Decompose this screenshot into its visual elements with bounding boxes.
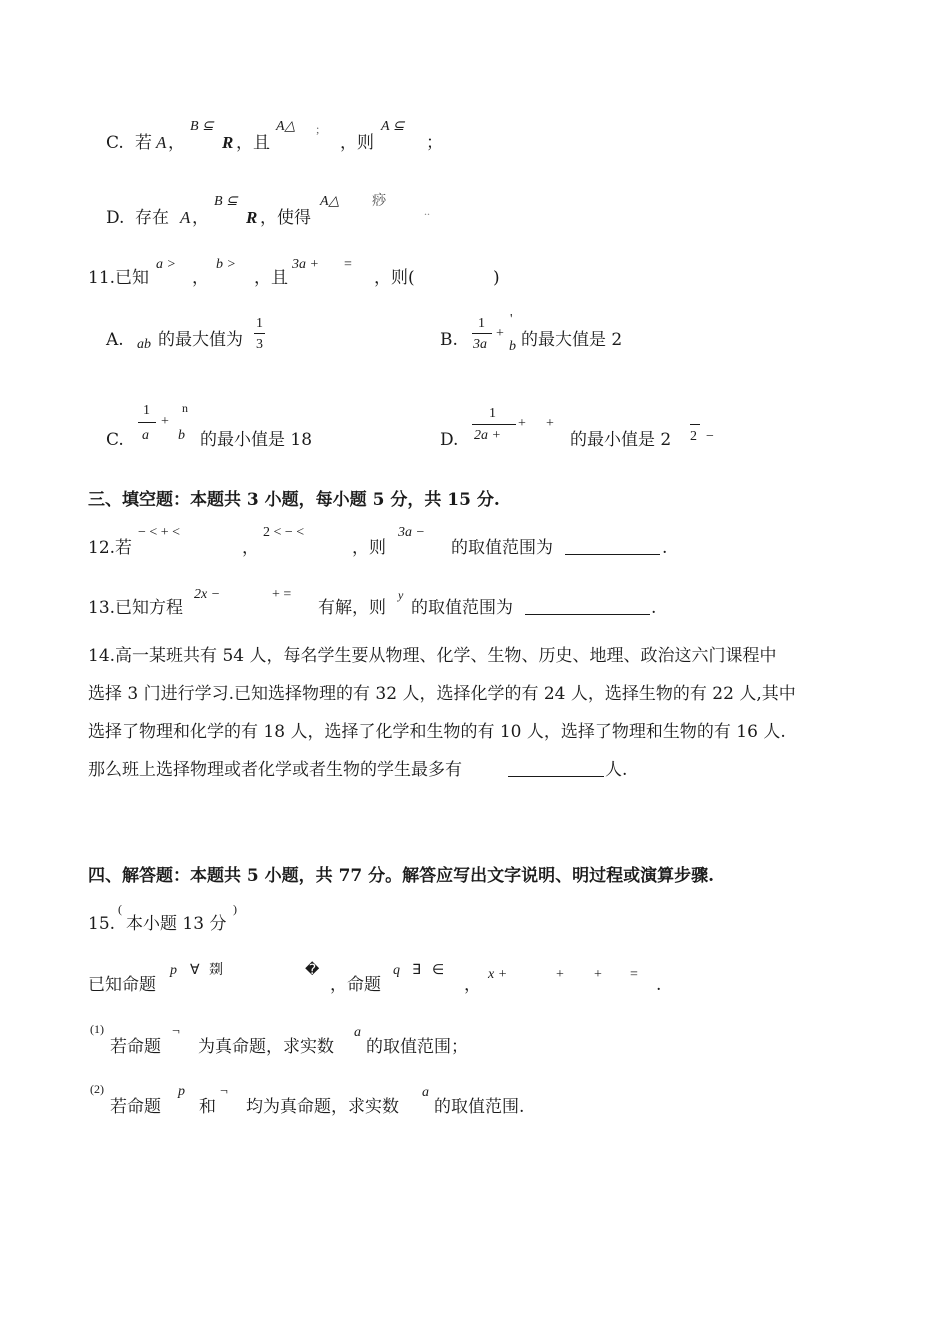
fraction-bar bbox=[254, 333, 265, 334]
math-fragment: 痧 bbox=[372, 194, 386, 209]
text: ) bbox=[493, 268, 500, 288]
text: ，命题 bbox=[330, 975, 381, 995]
paragraph-line: 选择了物理和化学的有 18 人，选择了化学和生物的有 10 人，选择了物理和生物的有 16 人. bbox=[88, 722, 786, 742]
text: ，则 bbox=[352, 538, 386, 558]
math-in: ∈ bbox=[432, 963, 445, 978]
set-r: R bbox=[246, 208, 258, 227]
math-symdiff: A△ bbox=[320, 194, 340, 209]
math-neg: ¬ bbox=[220, 1084, 228, 1099]
math-equation: + = bbox=[272, 587, 292, 602]
paragraph-line: 选择 3 门进行学习.已知选择物理的有 32 人，选择化学的有 24 人，选择生物的有 22 人,其中 bbox=[88, 684, 796, 704]
text: ，则( bbox=[374, 268, 415, 288]
sqrt-bar bbox=[690, 424, 700, 425]
math-b-subset: B ⊆ bbox=[190, 119, 214, 134]
answer-blank[interactable] bbox=[565, 538, 660, 555]
fraction-numerator: 1 bbox=[489, 406, 496, 421]
math-forall: ∀ bbox=[190, 963, 200, 978]
math-expr: 3a + bbox=[292, 257, 319, 272]
text: ， bbox=[192, 208, 209, 228]
option-label: C. bbox=[106, 133, 124, 153]
text: ，且 bbox=[236, 133, 270, 153]
answer-blank[interactable] bbox=[508, 760, 604, 777]
math-plus: + bbox=[496, 326, 504, 341]
answer-blank[interactable] bbox=[525, 598, 650, 615]
var-p: p bbox=[178, 1084, 185, 1099]
set-r: R bbox=[222, 133, 234, 152]
text: ； bbox=[426, 133, 443, 153]
text: . bbox=[656, 975, 662, 995]
fraction-bar bbox=[472, 333, 492, 334]
math-exists: ∃ bbox=[412, 963, 421, 978]
question-number: 12.若 bbox=[88, 538, 133, 558]
math-neg: ¬ bbox=[172, 1024, 180, 1039]
text: ，使得 bbox=[260, 208, 311, 228]
option-label: D. bbox=[440, 430, 459, 450]
option-label: D. bbox=[106, 208, 125, 228]
option-label: B. bbox=[440, 330, 458, 350]
text: 的最小值是 18 bbox=[200, 430, 313, 450]
text: 的取值范围为 bbox=[451, 538, 553, 558]
var-a: A bbox=[156, 133, 167, 152]
math-eq: = bbox=[630, 967, 638, 982]
var-a: a bbox=[354, 1025, 361, 1040]
text: ，且 bbox=[254, 268, 288, 288]
paren: ) bbox=[233, 902, 237, 916]
text: ， bbox=[168, 133, 185, 153]
math-equation: x + bbox=[488, 967, 508, 982]
var-q: q bbox=[393, 963, 400, 978]
math-a-subset: A ⊆ bbox=[381, 119, 405, 134]
question-number: 11.已知 bbox=[88, 268, 150, 288]
text: 已知命题 bbox=[88, 975, 156, 995]
text: 的取值范围. bbox=[434, 1097, 525, 1117]
math-b: b bbox=[509, 339, 516, 354]
math-ab: ab bbox=[137, 337, 151, 352]
fraction-numerator: 1 bbox=[143, 403, 150, 418]
fraction-denominator: a bbox=[142, 428, 149, 443]
text: 均为真命题，求实数 bbox=[246, 1097, 399, 1117]
text: 若 bbox=[135, 133, 152, 153]
math-plus: + bbox=[556, 967, 564, 982]
text: 的最小值是 2 bbox=[570, 430, 672, 450]
text: 的最大值是 2 bbox=[521, 330, 623, 350]
paragraph-line: 那么班上选择物理或者化学或者生物的学生最多有 bbox=[88, 760, 462, 780]
math-plus: + bbox=[546, 416, 554, 431]
text: ，则 bbox=[340, 133, 374, 153]
fraction-denominator: 3 bbox=[256, 337, 263, 352]
math-plus: + bbox=[518, 416, 526, 431]
paren: ( bbox=[118, 902, 122, 916]
text: ， bbox=[192, 268, 209, 288]
text: . bbox=[651, 598, 657, 618]
math-fragment: ' bbox=[510, 312, 513, 327]
math-eq: = bbox=[344, 257, 352, 272]
math-plus: + bbox=[161, 414, 169, 429]
math-inequality: 2 < − < bbox=[263, 525, 305, 540]
text: 有解，则 bbox=[318, 598, 386, 618]
text: 若命题 bbox=[110, 1097, 161, 1117]
question-number: 15. bbox=[88, 914, 116, 934]
section-heading: 三、填空题：本题共 3 小题，每小题 5 分，共 15 分. bbox=[88, 490, 500, 510]
question-number: 13.已知方程 bbox=[88, 598, 184, 618]
section-heading: 四、解答题：本题共 5 小题，共 77 分。解答应写出文字说明、明过程或演算步骤. bbox=[88, 866, 715, 886]
math-fragment: � bbox=[305, 963, 320, 978]
text: . bbox=[662, 538, 668, 558]
option-label: C. bbox=[106, 430, 124, 450]
text: 的最大值为 bbox=[158, 330, 243, 350]
paragraph-line: 14.高一某班共有 54 人，每名学生要从物理、化学、生物、历史、地理、政治这六门课程中 bbox=[88, 646, 777, 666]
fraction-bar bbox=[138, 422, 156, 423]
var-a: A bbox=[180, 208, 191, 227]
math-equation: 2x − bbox=[194, 587, 221, 602]
text: 和 bbox=[199, 1097, 216, 1117]
option-label: A. bbox=[106, 330, 124, 350]
var-a: a bbox=[422, 1085, 429, 1100]
fraction-numerator: 1 bbox=[478, 316, 485, 331]
text: ， bbox=[242, 538, 259, 558]
score-note: 本小题 13 分 bbox=[126, 914, 227, 934]
fraction-denominator: 3a bbox=[473, 337, 487, 352]
math-fragment: 剟 bbox=[209, 963, 223, 978]
math-fragment: n bbox=[182, 401, 188, 415]
text: 存在 bbox=[135, 208, 169, 228]
text: 的取值范围； bbox=[366, 1037, 468, 1057]
var-y: y bbox=[398, 588, 404, 602]
math-plus: + bbox=[594, 967, 602, 982]
fraction-bar bbox=[472, 424, 516, 425]
text: 人. bbox=[605, 760, 628, 780]
var-p: p bbox=[170, 963, 177, 978]
text: 为真命题，求实数 bbox=[198, 1037, 334, 1057]
math-minus: − bbox=[706, 429, 714, 444]
math-a-gt: a > bbox=[156, 257, 176, 272]
math-symdiff: A△ bbox=[276, 119, 296, 134]
fraction-denominator: 2a + bbox=[474, 428, 501, 443]
math-b-gt: b > bbox=[216, 257, 236, 272]
math-b: b bbox=[178, 428, 185, 443]
part-number: (2) bbox=[90, 1082, 104, 1096]
math-fragment: ; bbox=[316, 122, 320, 136]
fraction-numerator: 1 bbox=[256, 316, 263, 331]
text: ， bbox=[464, 975, 481, 995]
math-inequality: − < + < bbox=[138, 525, 181, 540]
text: 若命题 bbox=[110, 1037, 161, 1057]
math-sqrt-arg: 2 bbox=[690, 429, 697, 444]
math-b-subset: B ⊆ bbox=[214, 194, 238, 209]
text: 的取值范围为 bbox=[411, 598, 513, 618]
part-number: (1) bbox=[90, 1022, 104, 1036]
math-expr: 3a − bbox=[398, 525, 425, 540]
math-fragment: .. bbox=[424, 204, 430, 218]
